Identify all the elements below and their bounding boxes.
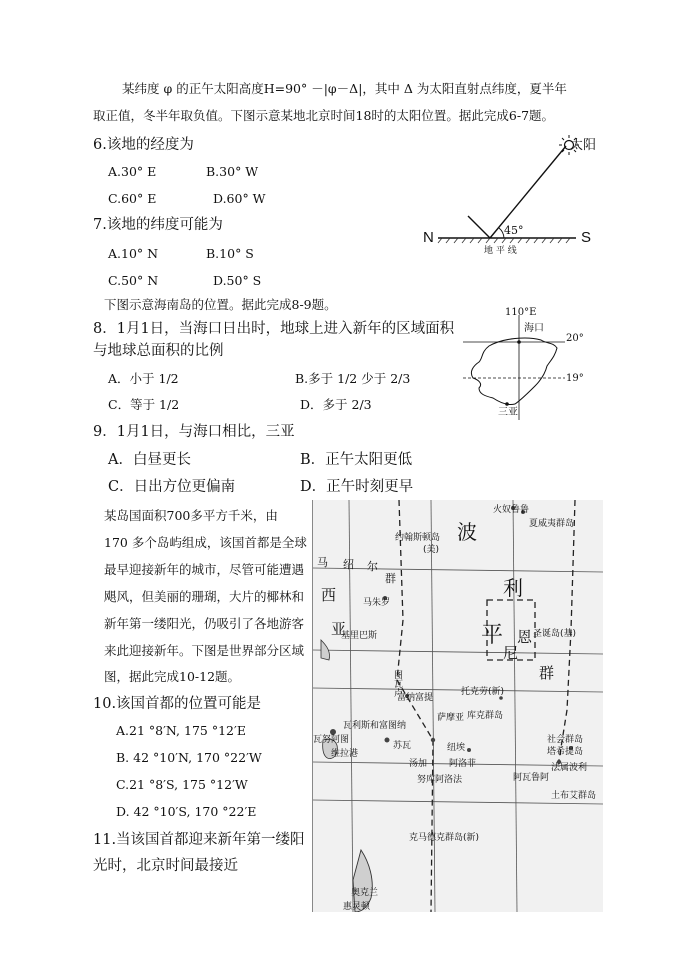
- map-label-kermadec: 克马德克群岛(新): [409, 833, 480, 843]
- q9-option-a[interactable]: A．白昼更长: [108, 452, 191, 468]
- q9-option-b[interactable]: B．正午太阳更低: [300, 452, 413, 468]
- map-label-niue: 纽埃: [447, 743, 466, 753]
- intro-line-1: 某纬度 φ 的正午太阳高度H=90° －|φ－Δ|，其中 Δ 为太阳直射点纬度，夏半年: [122, 81, 567, 96]
- map-label-qun: 群: [385, 572, 396, 585]
- map-label-ma: 马: [317, 556, 328, 569]
- lat19-label: 19°: [566, 373, 584, 384]
- q7-option-a[interactable]: A.10° N: [108, 246, 159, 261]
- q9-option-c[interactable]: C．日出方位更偏南: [108, 479, 236, 495]
- map-label-ni: 尼: [503, 644, 519, 662]
- hainan-lon-label: 110°E: [505, 307, 537, 318]
- q8-option-c[interactable]: C．等于 1/2: [108, 397, 180, 412]
- map-label-honolulu: 火奴鲁鲁: [493, 505, 530, 515]
- q8-stem-1: 8．1月1日，当海口日出时，地球上进入新年的区域面积: [93, 321, 455, 337]
- angle-label: 45°: [504, 224, 524, 237]
- south-label: S: [581, 229, 592, 246]
- q10-option-d[interactable]: D. 42 °10′S, 170 °22′E: [116, 804, 257, 819]
- map-label-ya: 亚: [331, 620, 347, 638]
- map-label-li: 利: [503, 576, 523, 600]
- q10-stem: 10.该国首都的位置可能是: [93, 696, 262, 712]
- q7-option-b[interactable]: B.10° S: [206, 246, 254, 261]
- map-label-us: (美): [423, 545, 440, 555]
- intro-10-12-line-3: 最早迎接新年的城市，尽管可能遭遇: [104, 562, 305, 577]
- map-label-society: 社会群岛: [547, 735, 584, 745]
- q6-option-c[interactable]: C.60° E: [108, 191, 157, 206]
- q6-stem: 6.该地的经度为: [93, 137, 194, 153]
- q11-stem-2: 光时，北京时间最接近: [93, 858, 238, 874]
- map-label-alofi: 阿洛菲: [449, 759, 477, 769]
- q9-option-d[interactable]: D．正午时刻更早: [300, 479, 414, 495]
- sanya-label: 三亚: [498, 407, 518, 418]
- map-label-wellington: 惠灵顿: [343, 902, 371, 912]
- map-label-auckland: 奥克兰: [351, 888, 379, 898]
- haikou-label: 海口: [524, 323, 544, 334]
- q8-stem-2: 与地球总面积的比例: [93, 343, 224, 359]
- map-label-french-poly: 法属波利: [551, 763, 588, 773]
- intro-line-2: 取正值，冬半年取负值。下图示意某地北京时间18时的太阳位置。据此完成6-7题。: [93, 108, 555, 123]
- map-label-johnston: 约翰斯顿岛: [395, 533, 441, 543]
- north-label: N: [423, 229, 434, 246]
- q10-option-c[interactable]: C.21 °8′S, 175 °12′W: [116, 777, 248, 792]
- map-label-qun-2: 群: [539, 664, 555, 682]
- map-label-tahiti: 塔希提岛: [547, 747, 584, 757]
- map-label-bo: 波: [457, 520, 477, 544]
- q7-stem: 7.该地的纬度可能为: [93, 217, 223, 233]
- q8-option-a[interactable]: A．小于 1/2: [108, 371, 179, 386]
- map-label-nukualofa: 努库阿洛法: [417, 775, 463, 785]
- map-label-tokelau: 托克劳(新): [461, 687, 505, 697]
- q8-option-d[interactable]: D．多于 2/3: [300, 397, 372, 412]
- map-label-shao: 绍: [343, 558, 354, 571]
- map-label-tonga: 汤加: [409, 759, 428, 769]
- map-label-majuro: 马朱罗: [363, 598, 391, 608]
- intro-10-12-line-1: 某岛国面积700多平方千米，由: [104, 508, 278, 523]
- map-label-hawaii: 夏威夷群岛: [529, 519, 575, 529]
- q10-option-a[interactable]: A.21 °8′N, 175 °12′E: [116, 723, 246, 738]
- pacific-region-map: [312, 500, 603, 912]
- map-label-tubuai: 土布艾群岛: [551, 791, 597, 801]
- horizon-label: 地 平 线: [484, 246, 517, 256]
- map-label-xi: 西: [321, 586, 337, 604]
- q9-stem: 9．1月1日，与海口相比，三亚: [93, 424, 295, 440]
- q6-option-b[interactable]: B.30° W: [206, 164, 259, 179]
- map-label-port-vila: 维拉港: [331, 749, 359, 759]
- intro-10-12-line-7: 图，据此完成10-12题。: [104, 669, 241, 684]
- lat20-label: 20°: [566, 333, 584, 344]
- q7-option-d[interactable]: D.50° S: [213, 273, 262, 288]
- map-label-suva: 苏瓦: [393, 741, 412, 751]
- intro-8-9: 下图示意海南岛的位置。据此完成8-9题。: [104, 297, 337, 312]
- map-label-en: 恩: [517, 628, 533, 646]
- q10-option-b[interactable]: B. 42 °10′N, 170 °22′W: [116, 750, 262, 765]
- q6-option-d[interactable]: D.60° W: [213, 191, 266, 206]
- map-label-samoa: 萨摩亚: [437, 713, 465, 723]
- q11-stem-1: 11.当该国首都迎来新年第一缕阳: [93, 832, 305, 848]
- intro-10-12-line-2: 170 多个岛屿组成，该国首都是全球: [104, 535, 307, 550]
- intro-10-12-line-4: 飓风，但美丽的珊瑚，大片的椰林和: [104, 589, 305, 604]
- intro-10-12-line-5: 新年第一缕阳光，仍吸引了各地游客: [104, 616, 305, 631]
- intro-10-12-line-6: 来此迎接新年。下图是世界部分区域: [104, 643, 305, 658]
- q7-option-c[interactable]: C.50° N: [108, 273, 159, 288]
- map-label-christmas: 圣诞岛(基): [533, 629, 577, 639]
- map-label-tuvalu: 图瓦卢: [392, 670, 402, 697]
- map-label-funafuti: 富纳富提: [397, 693, 434, 703]
- map-label-cook: 库克群岛: [467, 711, 504, 721]
- sun-label: 太阳: [570, 138, 597, 153]
- map-label-vanuatu: 瓦努阿图: [313, 735, 350, 745]
- q6-option-a[interactable]: A.30° E: [108, 164, 157, 179]
- map-label-ping: 平: [481, 623, 504, 648]
- map-label-kiribati: 基里巴斯: [341, 631, 378, 641]
- q8-option-b[interactable]: B.多于 1/2 少于 2/3: [295, 371, 411, 386]
- map-label-avarua: 阿瓦鲁阿: [513, 773, 550, 783]
- map-label-er: 尔: [367, 560, 378, 573]
- map-label-wallis: 瓦利斯和富图纳: [343, 721, 407, 731]
